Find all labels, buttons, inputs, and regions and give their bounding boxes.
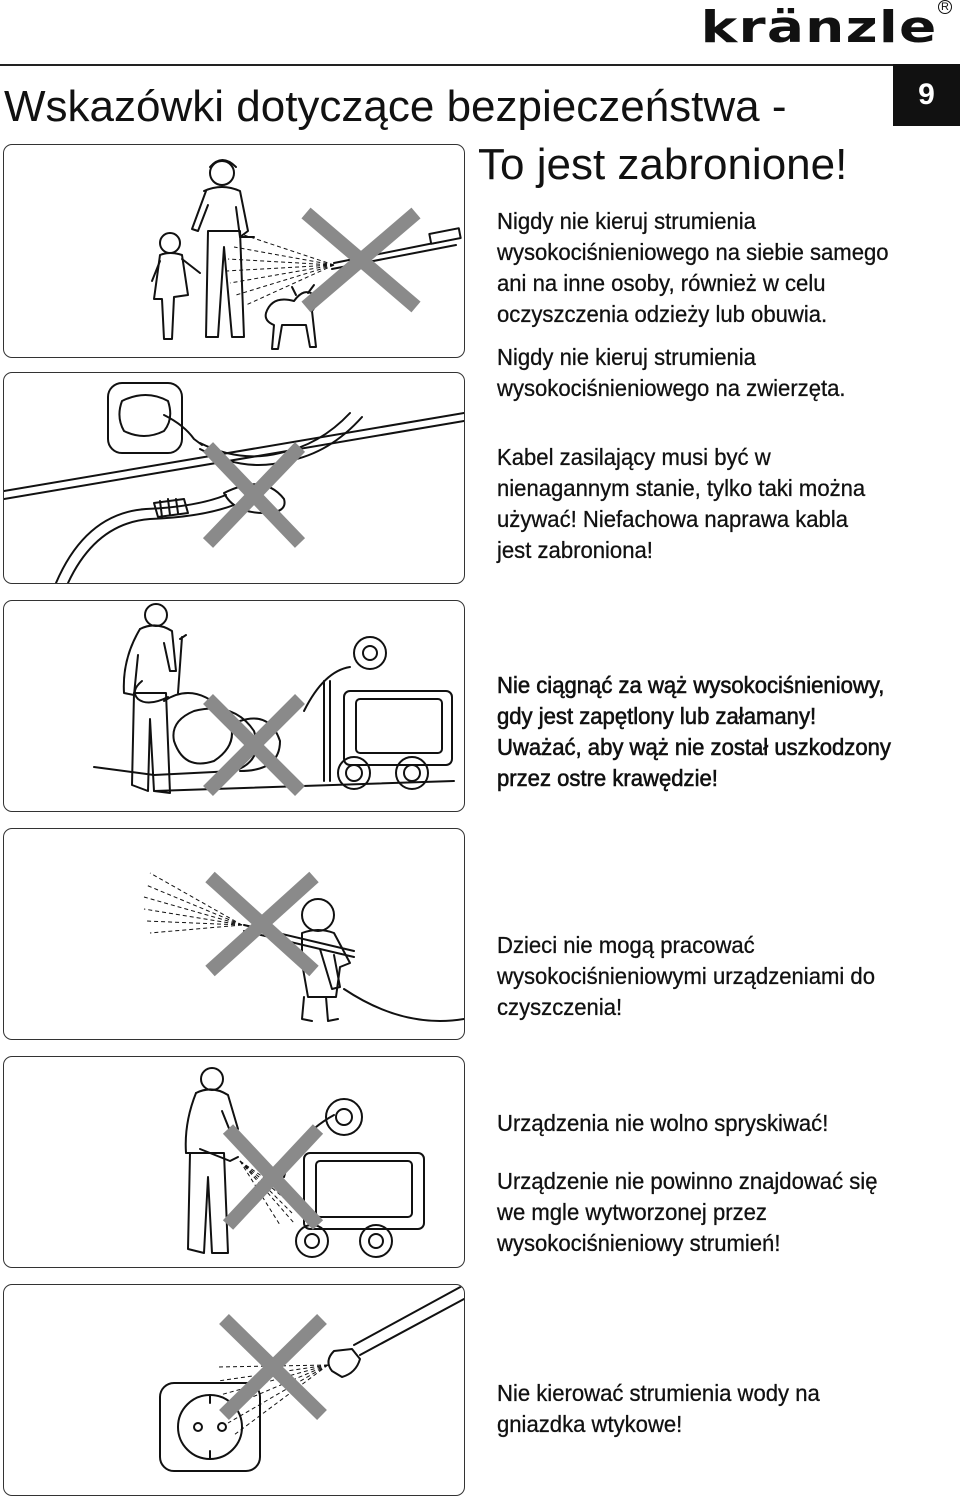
text-children: Dzieci nie mogą pracować wysokociśnieniowymi urządzeniami do czyszczenia! bbox=[497, 932, 875, 1020]
forbidden-cross-icon bbox=[208, 447, 300, 543]
forbidden-cross-icon bbox=[224, 1319, 322, 1415]
text-hose: Nie ciągnąć za wąż wysokociśnieniowy, gdy jest zapętlony lub załamany! Uważać, aby wąż nie został uszkodzony przez ostre krawędzie! bbox=[497, 672, 891, 791]
header-rule bbox=[0, 64, 960, 66]
registered-mark: R bbox=[938, 0, 952, 14]
logo-wordmark: kränzle bbox=[701, 2, 938, 53]
text-device-mist: Urządzenie nie powinno znajdować się we mgle wytworzonej przez wysokociśnieniowy strumień! bbox=[497, 1168, 878, 1256]
page-title-line2: To jest zabronione! bbox=[478, 140, 848, 189]
illustration-socket bbox=[3, 1284, 465, 1496]
hose-drawing bbox=[4, 601, 464, 811]
illustration-spray-people bbox=[3, 144, 465, 358]
page-title-line1: Wskazówki dotyczące bezpieczeństwa - bbox=[4, 82, 787, 131]
illustration-children bbox=[3, 828, 465, 1040]
kranzle-logo bbox=[701, 0, 952, 53]
spray-people-drawing bbox=[4, 145, 464, 357]
socket-drawing bbox=[4, 1285, 464, 1495]
forbidden-cross-icon bbox=[306, 213, 416, 307]
spray-device-drawing bbox=[4, 1057, 464, 1267]
text-socket: Nie kierować strumienia wody na gniazdka wtykowe! bbox=[497, 1380, 820, 1437]
illustration-cable bbox=[3, 372, 465, 584]
page-number: 9 bbox=[893, 64, 960, 126]
forbidden-cross-icon bbox=[208, 699, 300, 791]
text-cable: Kabel zasilający musi być w nienagannym stanie, tylko taki można używać! Niefachowa naprawa kabla jest zabroniona! bbox=[497, 444, 866, 563]
illustration-spray-device bbox=[3, 1056, 465, 1268]
text-spray-people: Nigdy nie kieruj strumienia wysokociśnieniowego na siebie samego ani na inne osoby, również w celu oczyszczenia odzieży lub obuwia. bbox=[497, 208, 889, 327]
children-drawing bbox=[4, 829, 464, 1039]
cable-drawing bbox=[4, 373, 464, 583]
illustration-hose bbox=[3, 600, 465, 812]
text-spray-animals: Nigdy nie kieruj strumienia wysokociśnieniowego na zwierzęta. bbox=[497, 344, 846, 401]
text-spray-device: Urządzenia nie wolno spryskiwać! bbox=[497, 1110, 829, 1136]
